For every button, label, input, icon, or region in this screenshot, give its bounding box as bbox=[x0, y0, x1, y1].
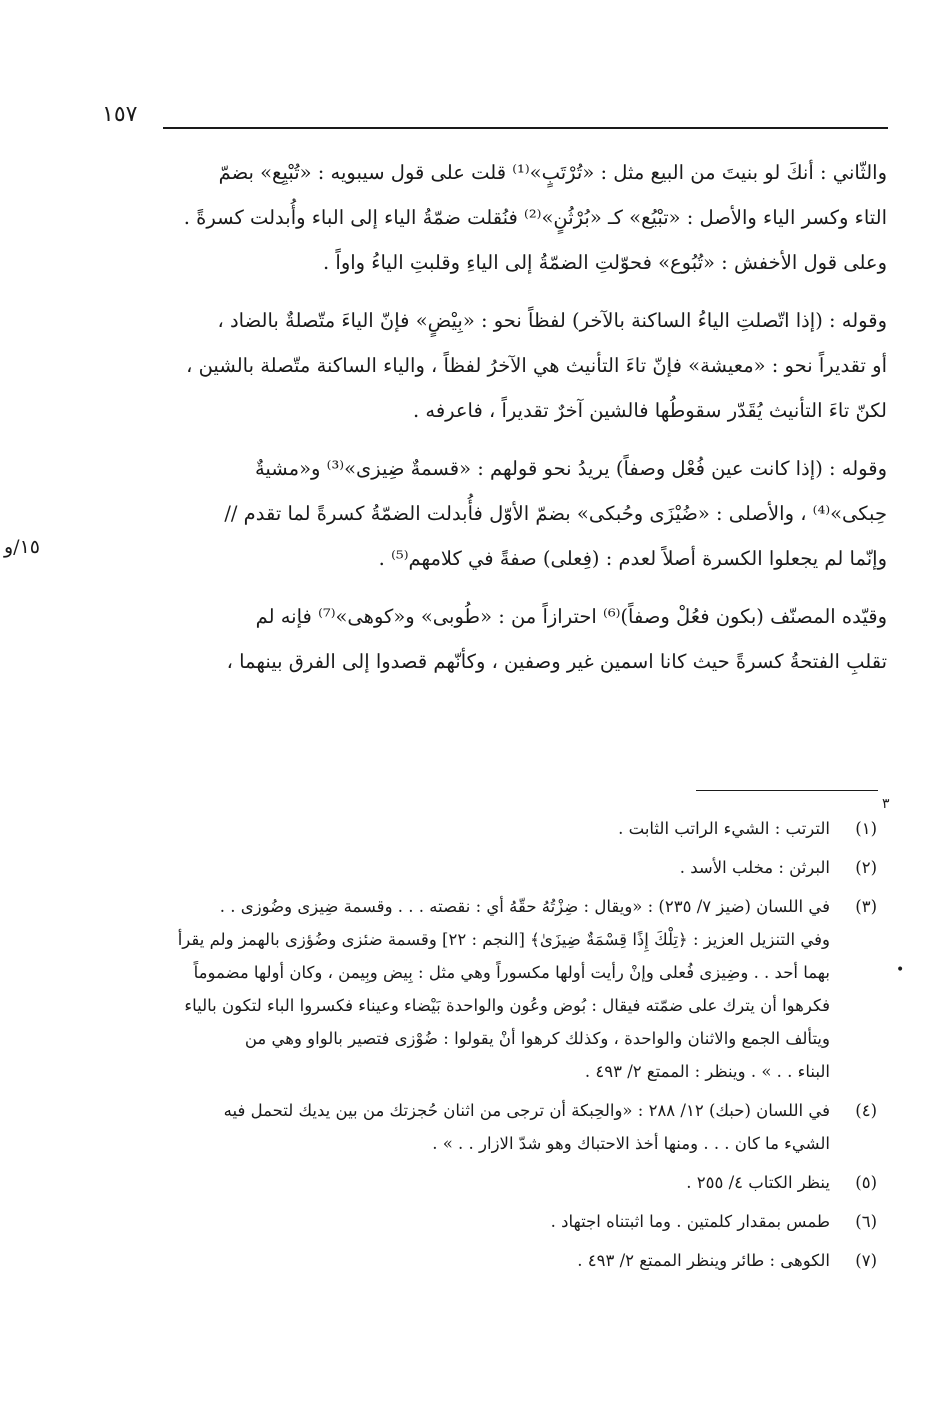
footnote-line: فكرهوا أن يترك على ضمّته فيقال : بُوض وعُون والواحدة بَيْضاء وعيناء فكسروا الباء لتكون بالياء bbox=[184, 996, 830, 1015]
text-line: وإنّما لم يجعلوا الكسرة أصلاً لعدم : (فِعلى) صفةً في كلامهم⁽⁵⁾ . bbox=[378, 547, 887, 570]
paragraph-4 bbox=[84, 594, 887, 684]
text-line: وقوله : (إذا اتّصلتِ الياءُ الساكنة بالآخر) لفظاً نحو : «بِيْضٍ» فإنّ الياءَ متّصلةٌ بالضاد ، bbox=[217, 309, 887, 332]
footnote-number: (٦) bbox=[855, 1212, 877, 1231]
text-line: وقوله : (إذا كانت عين فُعْل وصفاً) يريدُ نحو قولهم : «قسمةٌ ضِيزى»⁽³⁾ و«مشيةٌ bbox=[254, 457, 887, 480]
footnote-line: الشيء ما كان . . . ومنها أخذ الاحتباك وهو شدّ الازار . . » . bbox=[432, 1134, 830, 1153]
text-line: وقيّده المصنّف (بكون فعُلْ وصفاً)⁽⁶⁾ احترازاً من : «طُوبى» و«كوهى»⁽⁷⁾ فإنه لم bbox=[255, 605, 887, 628]
footnote-line: طمس بمقدار كلمتين . وما اثبتناه اجتهاد . bbox=[550, 1212, 830, 1231]
text-line: التاء وكسر الياء والأصل : «تبْيُع» كـ «بُرْثُنٍ»⁽²⁾ فنُقلت ضمّةُ الياء إلى الباء وأُبدلت كسرةً . bbox=[183, 206, 887, 229]
footnote-2 bbox=[84, 851, 877, 884]
footnote-line: ويتألف الجمع والاثنان والواحدة ، وكذلك كرهوا أنْ يقولوا : ضُوْزى فتصير بالواو وهي من bbox=[244, 1029, 830, 1048]
paragraph-3 bbox=[84, 446, 887, 581]
footnote-1 bbox=[84, 812, 877, 845]
footnote-number: (٧) bbox=[855, 1251, 877, 1270]
text-line: لكنّ تاءَ التأنيث يُقَدّر سقوطُها فالشين آخرٌ تقديراً ، فاعرفه . bbox=[412, 399, 887, 422]
footnote-line: في اللسان (حبك) ١٢/ ٢٨٨ : «والحِبكة أن ترجى من اثنان حُجزتك من بين يديك لتحمل فيه bbox=[223, 1101, 830, 1120]
footnote-7 bbox=[84, 1244, 877, 1277]
footnote-separator bbox=[696, 790, 878, 791]
footnote-line: البرثن : مخلب الأسد . bbox=[679, 858, 830, 877]
main-text bbox=[84, 150, 887, 697]
footnote-number: (٣) bbox=[855, 897, 877, 916]
footnote-line: بهما أحد . . وضِيزى فُعلى وإنْ رأيت أولها مكسوراً وهي مثل : بِيض وبِيمن ، وكان أولها مضموماً bbox=[193, 963, 830, 982]
header-rule bbox=[163, 127, 888, 129]
paragraph-1 bbox=[84, 150, 887, 285]
footnote-line: الترتب : الشيء الراتب الثابت . bbox=[618, 819, 830, 838]
footnote-3 bbox=[84, 890, 877, 1088]
margin-mark-bottom: • bbox=[896, 962, 905, 978]
footnote-number: (٢) bbox=[855, 858, 877, 877]
footnote-5 bbox=[84, 1166, 877, 1199]
footnote-number: (٥) bbox=[855, 1173, 877, 1192]
footnote-number: (١) bbox=[855, 819, 877, 838]
margin-folio-note: ١٥/و bbox=[4, 536, 40, 558]
footnotes bbox=[84, 812, 877, 1283]
paragraph-2 bbox=[84, 298, 887, 433]
footnote-6 bbox=[84, 1205, 877, 1238]
footnote-number: (٤) bbox=[855, 1101, 877, 1120]
text-line: والثّاني : أنكَ لو بنيتَ من البيع مثل : «تُرْتَبٍ»⁽¹⁾ قلت على قول سيبويه : «تُبْيِع» بضمّ bbox=[218, 161, 887, 184]
footnote-line: وفي التنزيل العزيز : ﴿تِلْكَ إِذًا قِسْمَةٌ ضِيزَىٰ﴾ [النجم : ٢٢] وقسمة ضئزى وضُؤزى بالهمز ولم يقرأ bbox=[177, 930, 830, 949]
text-line: أو تقديراً نحو : «معيشة» فإنّ تاءَ التأنيث هي الآخرُ لفظاً ، والياء الساكنة متّصلة بالشين ، bbox=[186, 354, 887, 377]
page-number: ١٥٧ bbox=[102, 102, 138, 127]
footnote-line: ينظر الكتاب ٤/ ٢٥٥ . bbox=[686, 1173, 830, 1192]
footnote-4 bbox=[84, 1094, 877, 1160]
text-line: حِبكى»⁽⁴⁾ ، والأصلى : «ضُيْزَى وحُبكى» بضمّ الأوّل فأُبدلت الضمّةُ كسرةً لما تقدم // bbox=[224, 502, 887, 525]
text-line: تقلبِ الفتحةُ كسرةً حيث كانا اسمين غير وصفين ، وكأنّهم قصدوا إلى الفرق بينهما ، bbox=[226, 650, 887, 673]
text-line: وعلى قول الأخفش : «تُبُوع» فحوّلتِ الضمّةُ إلى الياءِ وقلبتِ الياءُ واواً . bbox=[323, 251, 887, 274]
footnote-line: في اللسان (ضيز ٧/ ٢٣٥) : «ويقال : ضِزْتُهُ حقّهُ أي : نقصته . . . وقسمة ضِيزى وضُوزى . . bbox=[219, 897, 830, 916]
footnote-line: الكوهى : طائر وينظر الممتع ٢/ ٤٩٣ . bbox=[577, 1251, 830, 1270]
footnote-line: البناء . . » . وينظر : الممتع ٢/ ٤٩٣ . bbox=[584, 1062, 830, 1081]
margin-mark-top: ٣ bbox=[882, 796, 890, 812]
